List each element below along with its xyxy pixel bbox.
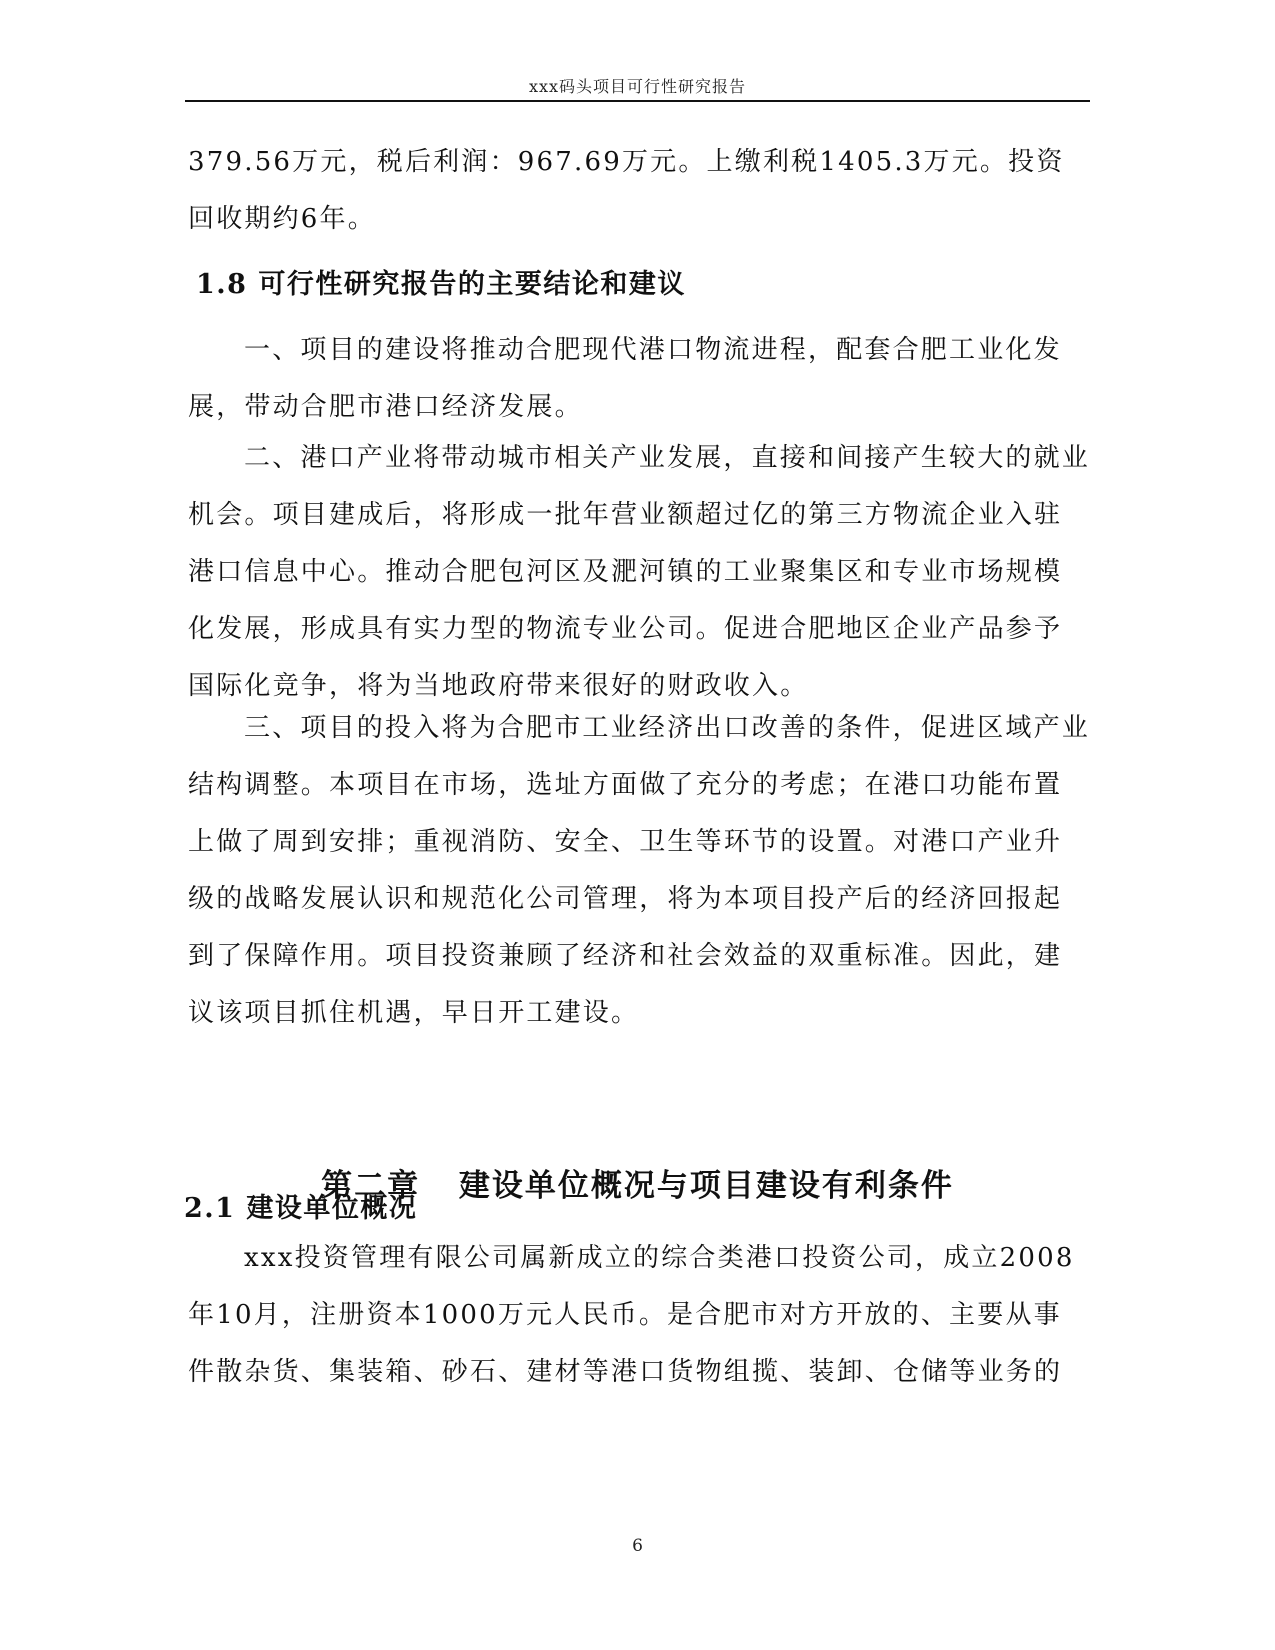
paragraph-investment-summary: 379.56万元，税后利润：967.69万元。上缴利税1405.3万元。投资回收期约6年。 bbox=[188, 147, 1065, 234]
paragraph-conclusion-3: 三、项目的投入将为合肥市工业经济出口改善的条件，促进区域产业结构调整。本项目在市场，选址方面做了充分的考虑；在港口功能布置上做了周到安排；重视消防、安全、卫生等环节的设置。对港口产业升级的战略发展认识和规范化公司管理，将为本项目投产后的经济回报起到了保障作用。项目投资兼顾了经济和社会效益的双重标准。因此，建议该项目抓住机遇，早日开工建设。 bbox=[188, 713, 1091, 1028]
header-rule bbox=[185, 100, 1090, 102]
running-header: xxx码头项目可行性研究报告 bbox=[528, 77, 747, 96]
section-heading-1-8: 1.8 可行性研究报告的主要结论和建议 bbox=[196, 269, 686, 300]
page-number: 6 bbox=[632, 1536, 643, 1556]
paragraph-company-overview: xxx投资管理有限公司属新成立的综合类港口投资公司，成立2008年10月，注册资本1000万元人民币。是合肥市对方开放的、主要从事件散杂货、集装箱、砂石、建材等港口货物组揽、装卸、仓储等业务的 bbox=[188, 1243, 1075, 1387]
paragraph-conclusion-2: 二、港口产业将带动城市相关产业发展，直接和间接产生较大的就业机会。项目建成后，将形成一批年营业额超过亿的第三方物流企业入驻港口信息中心。推动合肥包河区及淝河镇的工业聚集区和专业市场规模化发展，形成具有实力型的物流专业公司。促进合肥地区企业产品参予国际化竞争，将为当地政府带来很好的财政收入。 bbox=[188, 443, 1091, 701]
paragraph-conclusion-1: 一、项目的建设将推动合肥现代港口物流进程，配套合肥工业化发展，带动合肥市港口经济发展。 bbox=[188, 335, 1062, 422]
chapter-title: 第二章 建设单位概况与项目建设有利条件 bbox=[321, 1168, 954, 1204]
section-heading-2-1: 2.1 建设单位概况 bbox=[184, 1193, 418, 1224]
